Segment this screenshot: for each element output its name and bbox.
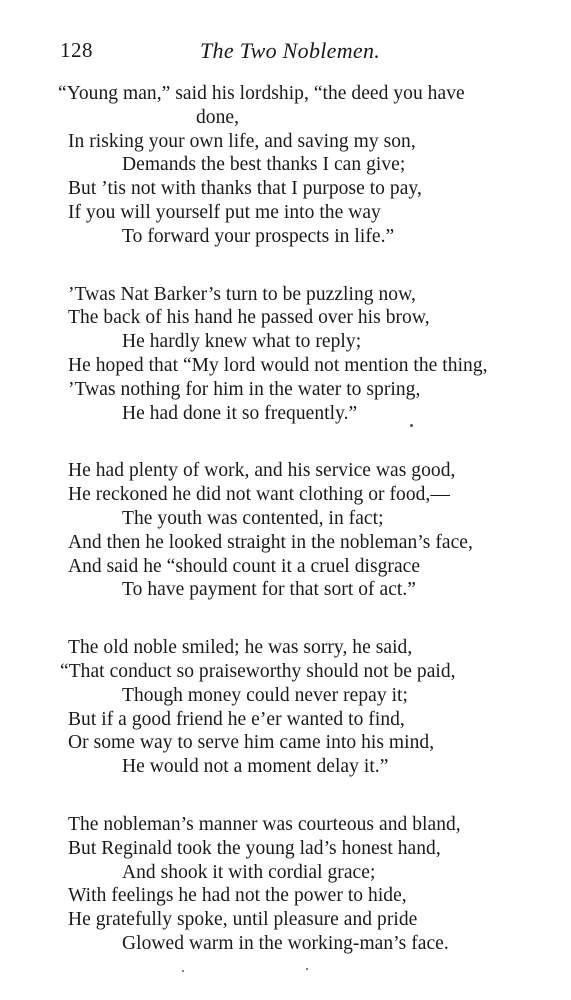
- ink-speck: [306, 968, 308, 970]
- page-number: 128: [60, 38, 93, 62]
- running-title: The Two Noblemen.: [200, 38, 381, 63]
- ink-speck: [410, 424, 413, 427]
- poem-line: If you will yourself put me into the way: [68, 201, 381, 223]
- poem-line: To have payment for that sort of act.”: [122, 579, 417, 601]
- poem-line: With feelings he had not the power to hide,: [68, 885, 407, 907]
- poem-line: But ’tis not with thanks that I purpose to pay,: [68, 178, 422, 200]
- poem-line: He reckoned he did not want clothing or food,—: [68, 484, 450, 506]
- poem-line: done,: [196, 106, 240, 128]
- poem-line: He had plenty of work, and his service was good,: [68, 460, 456, 482]
- poem-line: He gratefully spoke, until pleasure and pride: [68, 909, 418, 931]
- poem-line: He had done it so frequently.”: [122, 402, 358, 424]
- poem-line: “That conduct so praiseworthy should not be paid,: [60, 660, 456, 682]
- stanza-5: [0, 813, 571, 956]
- poem-line: But if a good friend he e’er wanted to find,: [68, 708, 405, 730]
- poem-line: Glowed warm in the working-man’s face.: [122, 932, 449, 954]
- poem-line: But Reginald took the young lad’s honest hand,: [68, 837, 441, 859]
- stanza-3: [0, 459, 571, 602]
- poem-line: ’Twas nothing for him in the water to spring,: [68, 378, 421, 400]
- ink-speck: [182, 970, 184, 972]
- stanza-2: [0, 283, 571, 426]
- poem-line: He hardly knew what to reply;: [122, 331, 362, 353]
- poem-line: “Young man,” said his lordship, “the deed you have: [58, 83, 465, 104]
- poem-line: The back of his hand he passed over his brow,: [68, 307, 430, 329]
- poem-line: He would not a moment delay it.”: [122, 756, 389, 778]
- poem-line: The youth was contented, in fact;: [122, 507, 384, 529]
- poem-line: And shook it with cordial grace;: [122, 861, 376, 883]
- poem-line: Or some way to serve him came into his mind,: [68, 732, 435, 754]
- poem-line: He hoped that “My lord would not mention the thing,: [68, 354, 488, 376]
- poem-line: Though money could never repay it;: [122, 684, 408, 706]
- poem-line: The old noble smiled; he was sorry, he said,: [68, 637, 413, 659]
- poem-line: Demands the best thanks I can give;: [122, 154, 406, 176]
- poem-line: And then he looked straight in the nobleman’s face,: [68, 531, 473, 553]
- poem-line: In risking your own life, and saving my son,: [68, 130, 416, 152]
- stanza-1: [0, 82, 571, 249]
- poem-line: And said he “should count it a cruel disgrace: [68, 555, 421, 577]
- poem: [0, 82, 571, 990]
- poem-line: ’Twas Nat Barker’s turn to be puzzling now,: [68, 283, 416, 305]
- poem-line: To forward your prospects in life.”: [122, 225, 395, 247]
- stanza-4: [0, 636, 571, 779]
- poem-line: The nobleman’s manner was courteous and bland,: [68, 813, 461, 835]
- page-header: [60, 38, 530, 68]
